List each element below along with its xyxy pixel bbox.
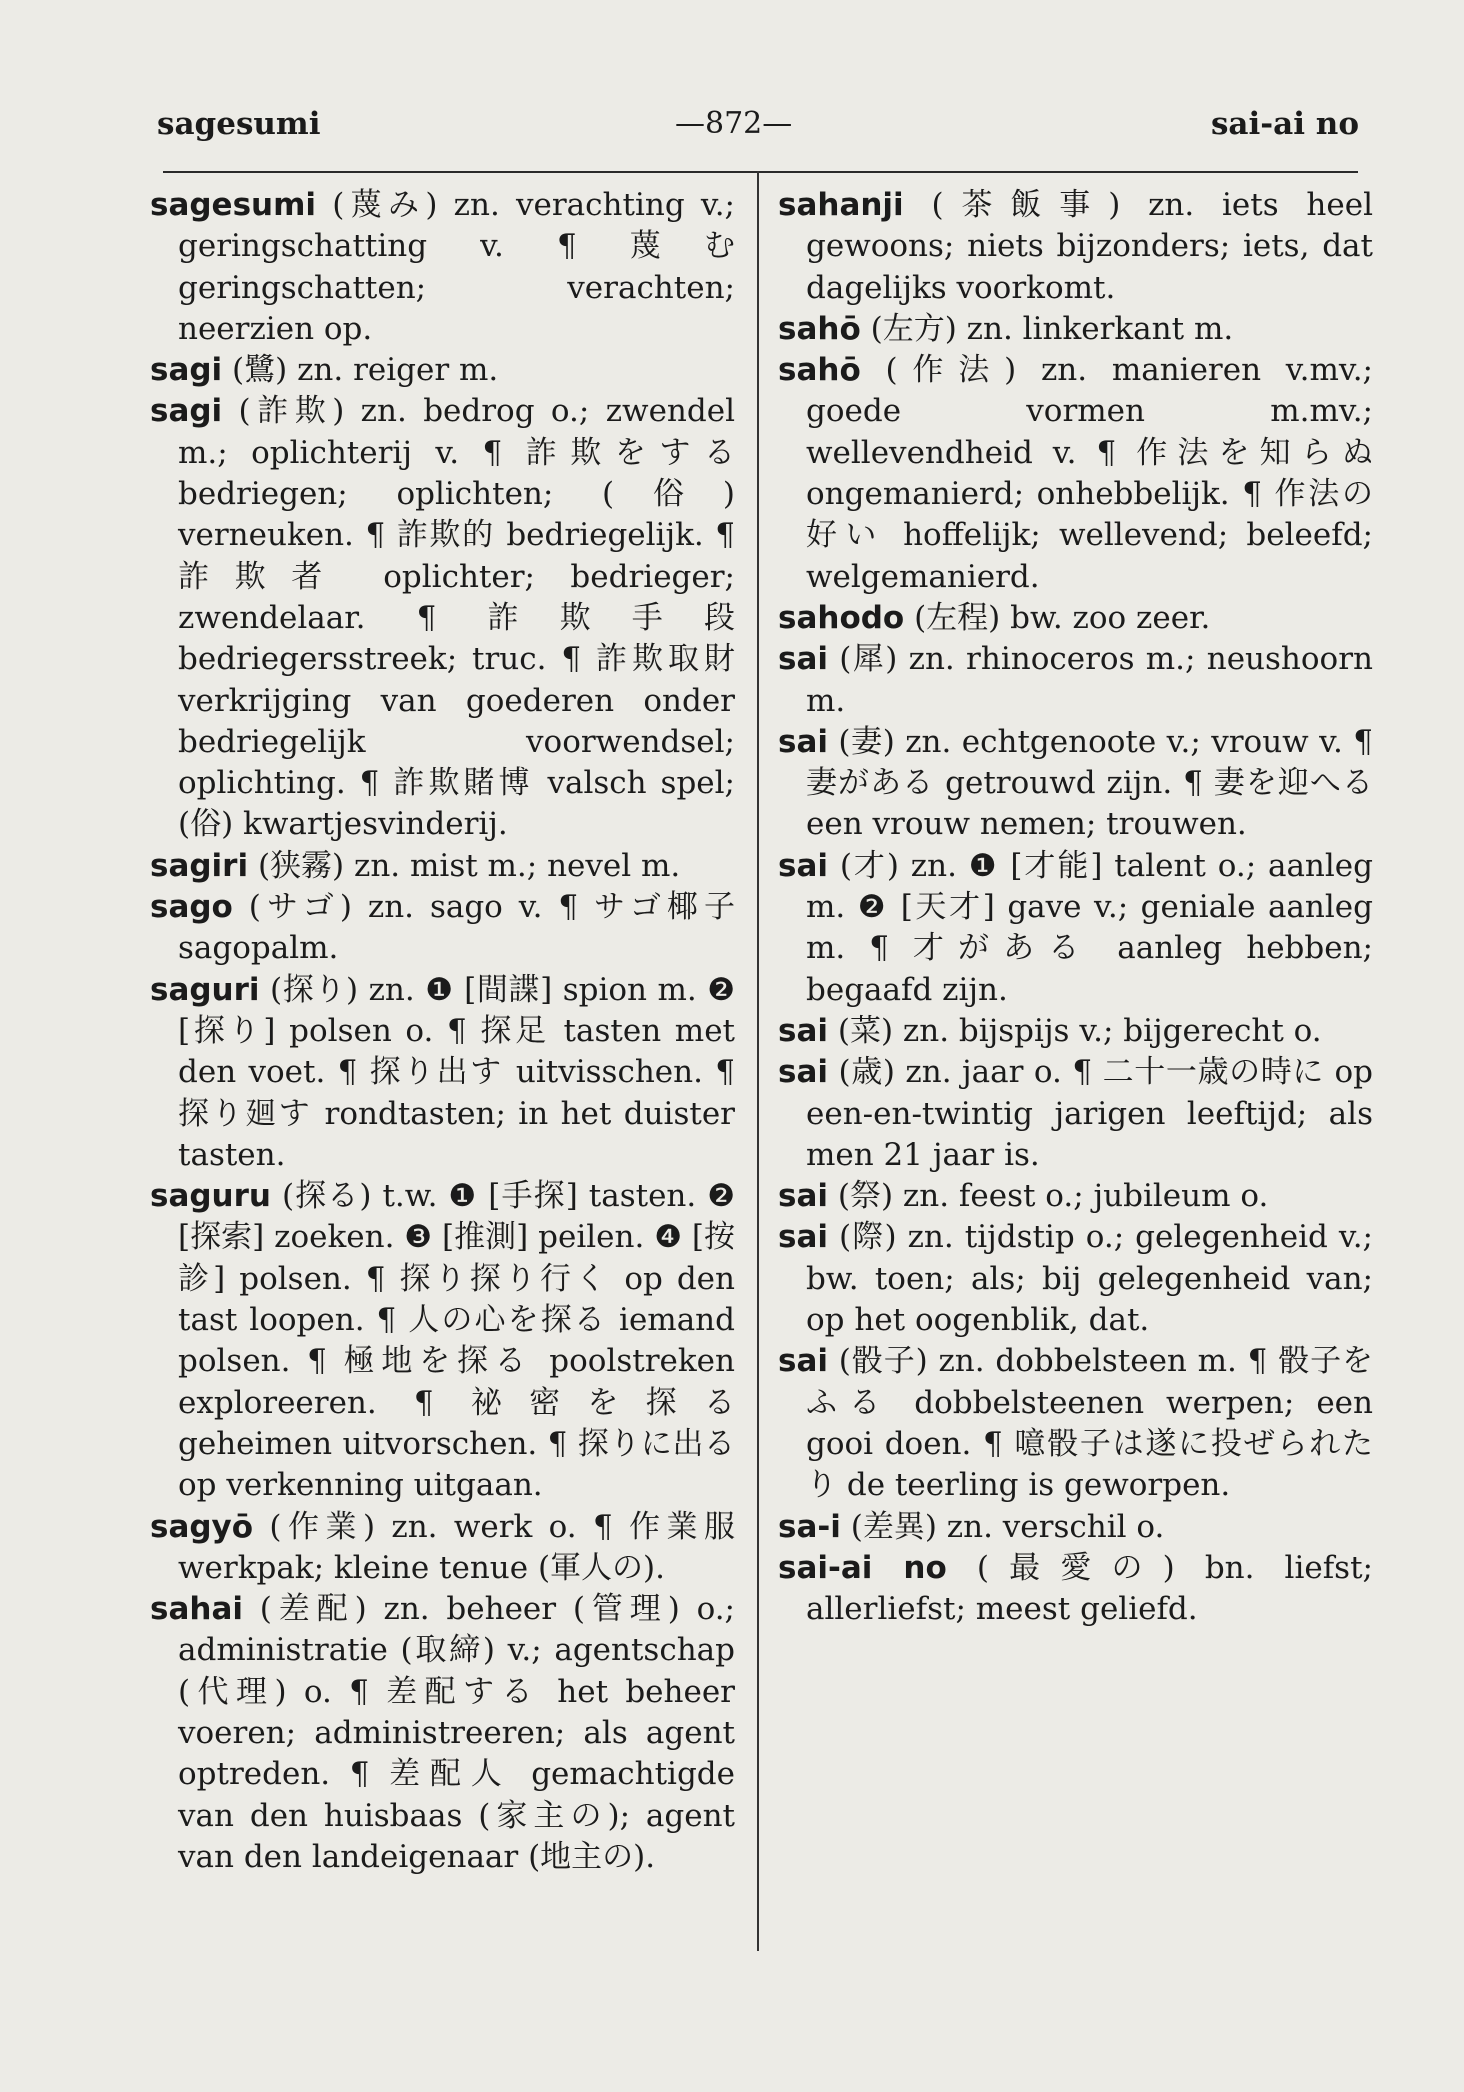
headword: sa-i	[778, 1508, 841, 1545]
dictionary-entry	[150, 1176, 735, 1506]
entry-body: (作業) zn. werk o. ¶ 作業服 werkpak; kleine tenue (軍人の).	[178, 1508, 735, 1586]
headword: sai	[778, 723, 828, 760]
headword: sai-ai no	[778, 1549, 947, 1586]
dictionary-entry	[778, 350, 1373, 598]
entry-body: (歳) zn. jaar o. ¶ 二十一歳の時に op een-en-twintig jarigen leeftijd; als men 21 jaar is.	[806, 1054, 1373, 1173]
headword: sagi	[150, 352, 223, 389]
headword: sai	[778, 641, 828, 678]
entry-body: (狭霧) zn. mist m.; nevel m.	[248, 847, 681, 884]
entry-body: (菜) zn. bijspijs v.; bijgerecht o.	[828, 1012, 1322, 1049]
dictionary-entry	[778, 309, 1373, 350]
entry-body: (茶飯事) zn. iets heel gewoons; niets bijzonders; iets, dat dagelijks voorkomt.	[806, 187, 1373, 306]
dictionary-entry	[778, 639, 1373, 722]
dictionary-entry	[150, 350, 735, 391]
entry-body: (左程) bw. zoo zeer.	[904, 599, 1211, 636]
dictionary-entry	[778, 598, 1373, 639]
headword: sai	[778, 1343, 828, 1380]
dictionary-entry	[778, 846, 1373, 1011]
dictionary-entry	[778, 1176, 1373, 1217]
entry-body: (才) zn. ❶ [才能] talent o.; aanleg m. ❷ [天才] gave v.; geniale aanleg m. ¶ 才がある aanleg hebben; begaafd zijn.	[806, 847, 1373, 1008]
entry-body: (詐欺) zn. bedrog o.; zwendel m.; oplichterij v. ¶ 詐欺をする bedriegen; oplichten; (俗) verneuken. ¶ 詐欺的 bedriegelijk. ¶ 詐欺者 oplichter; bedrieger; zwendelaar. ¶ 詐欺手段 bedriegersstreek; truc. ¶ 詐欺取財 verkrijging van goederen onder bedriegelijk voorwendsel; oplichting. ¶ 詐欺賭博 valsch spel; (俗) kwartjesvinderij.	[178, 393, 735, 843]
header-rule	[163, 171, 1358, 173]
headword: sahanji	[778, 187, 904, 223]
entry-body: (最愛の) bn. liefst; allerliefst; meest geliefd.	[806, 1549, 1373, 1628]
entry-body: (差配) zn. beheer (管理) o.; administratie (取締) v.; agentschap (代理) o. ¶ 差配する het beheer voeren; administreeren; als agent optreden. ¶ 差配人 gemachtigde van den huisbaas (家主の); agent van den landeigenaar (地主の).	[178, 1591, 735, 1875]
entry-body: (蔑み) zn. verachting v.; geringschatting v. ¶ 蔑む geringschatten; verachten; neerzien op.	[178, 187, 735, 347]
entry-body: (祭) zn. feest o.; jubileum o.	[828, 1178, 1269, 1215]
dictionary-entry	[150, 1507, 735, 1590]
entry-body: (サゴ) zn. sago v. ¶ サゴ椰子 sagopalm.	[178, 889, 735, 967]
headword: sai	[778, 1178, 828, 1215]
dictionary-entry	[150, 846, 735, 887]
headword: sagesumi	[150, 187, 317, 223]
headword: sahodo	[778, 599, 905, 636]
entry-body: (探り) zn. ❶ [間諜] spion m. ❷ [探り] polsen o. ¶ 探足 tasten met den voet. ¶ 探り出す uitvisschen. ¶ 探り廻す rondtasten; in het duister tasten.	[178, 971, 735, 1173]
headword: saguru	[150, 1178, 271, 1215]
dictionary-entry	[778, 1341, 1373, 1506]
entry-body: (骰子) zn. dobbelsteen m. ¶ 骰子をふる dobbelsteenen werpen; een gooi doen. ¶ 噫骰子は遂に投ぜられたり de teerling is geworpen.	[806, 1343, 1373, 1504]
column-divider	[757, 171, 759, 1951]
dictionary-entry	[778, 1011, 1373, 1052]
entry-body: (左方) zn. linkerkant m.	[860, 310, 1234, 347]
headword: sai	[778, 1219, 828, 1256]
headword: sagyō	[150, 1508, 254, 1545]
headword: sahai	[150, 1591, 243, 1628]
entry-body: (際) zn. tijdstip o.; gelegenheid v.; bw. toen; als; bij gelegenheid van; op het oogenblik, dat.	[806, 1219, 1373, 1339]
left-column	[150, 185, 735, 1878]
running-head-right: sai-ai no	[1210, 106, 1359, 142]
headword: sai	[778, 1012, 828, 1049]
dictionary-entry	[150, 970, 735, 1176]
entry-body: (差異) zn. verschil o.	[840, 1508, 1165, 1545]
dictionary-entry	[778, 185, 1373, 309]
entry-body: (犀) zn. rhinoceros m.; neushoorn m.	[806, 641, 1373, 719]
headword: sagi	[150, 393, 223, 430]
dictionary-entry	[778, 1052, 1373, 1176]
dictionary-entry	[150, 185, 735, 350]
headword: sagiri	[150, 847, 249, 884]
dictionary-entry	[778, 1507, 1373, 1548]
headword: saguri	[150, 971, 260, 1008]
headword: sai	[778, 1054, 828, 1091]
dictionary-entry	[150, 1589, 735, 1878]
headword: sahō	[778, 310, 861, 347]
dictionary-entry	[778, 722, 1373, 846]
headword: sahō	[778, 352, 861, 389]
page-number: —872—	[675, 106, 793, 141]
dictionary-entry	[150, 391, 735, 845]
dictionary-entry	[778, 1217, 1373, 1341]
entry-body: (作法) zn. manieren v.mv.; goede vormen m.mv.; wellevendheid v. ¶ 作法を知らぬ ongemanierd; onhebbelijk. ¶ 作法の好い hoffelijk; wellevend; beleefd; welgemanierd.	[806, 352, 1373, 595]
dictionary-entry	[150, 887, 735, 970]
headword: sago	[150, 889, 233, 926]
entry-body: (鷺) zn. reiger m.	[222, 352, 499, 389]
running-head-left: sagesumi	[157, 106, 321, 142]
dictionary-entry	[778, 1548, 1373, 1631]
headword: sai	[778, 847, 828, 884]
right-column	[778, 185, 1373, 1630]
entry-body: (妻) zn. echtgenoote v.; vrouw v. ¶ 妻がある getrouwd zijn. ¶ 妻を迎へる een vrouw nemen; trouwen.	[806, 723, 1373, 843]
entry-body: (探る) t.w. ❶ [手探] tasten. ❷ [探索] zoeken. ❸ [推測] peilen. ❹ [按診] polsen. ¶ 探り探り行く op den tast loopen. ¶ 人の心を探る iemand polsen. ¶ 極地を探る poolstreken exploreeren. ¶ 祕密を探る geheimen uitvorschen. ¶ 探りに出る op verkenning uitgaan.	[178, 1178, 735, 1504]
